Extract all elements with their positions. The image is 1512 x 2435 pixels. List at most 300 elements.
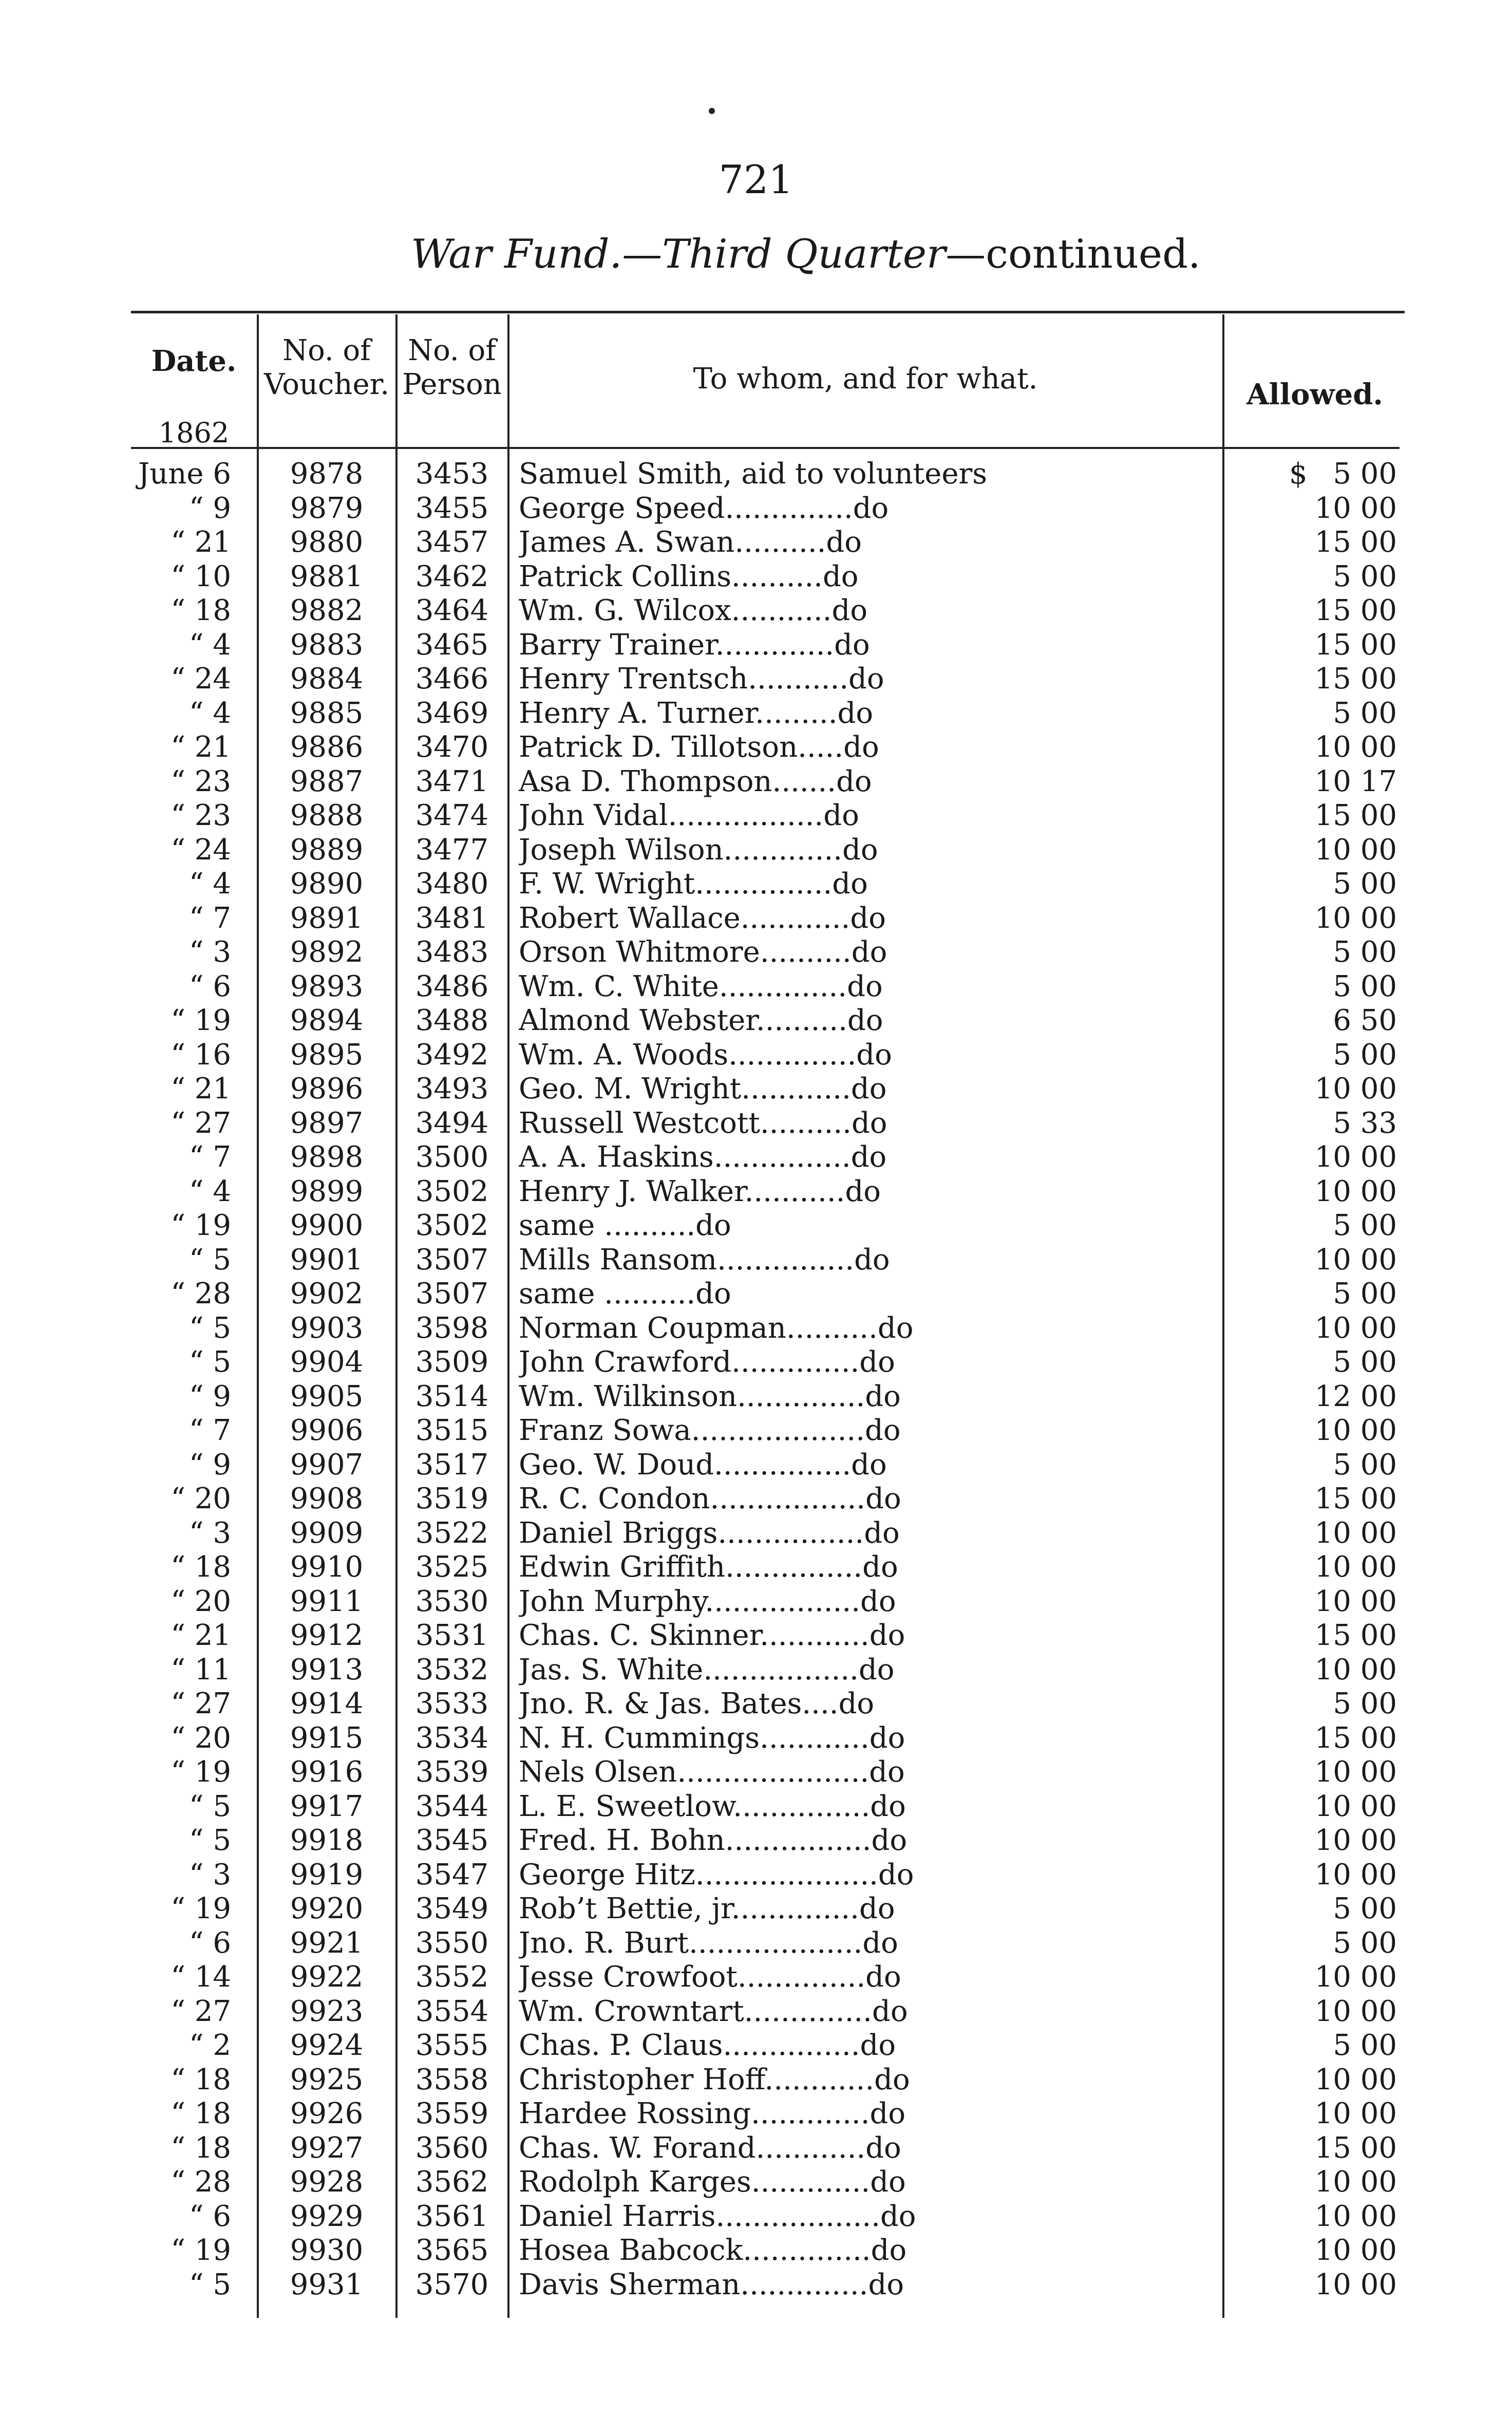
payee-description: Norman Coupman..........do — [519, 1311, 914, 1345]
voucher-number: 9888 — [290, 799, 364, 832]
allowed-amount: 15 00 — [1314, 526, 1397, 559]
voucher-number: 9878 — [290, 457, 364, 491]
payee-description: Geo. M. Wright............do — [519, 1072, 887, 1106]
entry-date: “ 7 — [188, 1140, 231, 1174]
voucher-number: 9908 — [290, 1482, 364, 1515]
table-row — [0, 935, 1512, 970]
entry-date: “ 18 — [171, 594, 231, 627]
table-row — [0, 2097, 1512, 2131]
person-number: 3481 — [415, 901, 489, 935]
entry-date: “ 10 — [171, 559, 231, 593]
person-number: 3565 — [415, 2234, 489, 2267]
voucher-number: 9917 — [290, 1789, 364, 1823]
person-number: 3545 — [415, 1824, 489, 1857]
payee-description: John Murphy.................do — [519, 1584, 896, 1618]
allowed-amount — [1227, 457, 1397, 491]
table-row — [0, 2063, 1512, 2097]
allowed-amount: 10 00 — [1314, 1858, 1397, 1891]
allowed-amount-value: 5 00 — [1333, 457, 1397, 491]
entry-date: “ 19 — [171, 1209, 231, 1242]
allowed-amount: 5 00 — [1333, 1038, 1397, 1072]
table-row — [0, 560, 1512, 594]
allowed-amount: 10 00 — [1314, 1311, 1397, 1345]
allowed-amount: 10 00 — [1314, 833, 1397, 867]
person-number: 3462 — [415, 559, 489, 593]
person-number: 3550 — [415, 1926, 489, 1960]
table-row — [0, 1004, 1512, 1038]
allowed-amount: 5 00 — [1333, 1687, 1397, 1720]
entry-date: “ 20 — [171, 1584, 231, 1618]
allowed-amount: 10 00 — [1314, 1414, 1397, 1447]
table-row — [0, 1277, 1512, 1312]
table-row — [0, 1175, 1512, 1209]
payee-description: Jno. R. Burt...................do — [519, 1926, 898, 1960]
allowed-amount: 10 00 — [1314, 2234, 1397, 2267]
table-row — [0, 1790, 1512, 1824]
person-number: 3486 — [415, 969, 489, 1003]
table-row — [0, 902, 1512, 936]
payee-description: Rodolph Karges.............do — [519, 2165, 906, 2199]
table-row — [0, 1038, 1512, 1073]
running-title-italic: War Fund.—Third Quarter — [411, 231, 946, 277]
allowed-amount: 10 00 — [1314, 1550, 1397, 1584]
person-number: 3539 — [415, 1755, 489, 1789]
table-row — [0, 1380, 1512, 1414]
table-row — [0, 799, 1512, 833]
voucher-number: 9892 — [290, 935, 364, 969]
entry-date: “ 27 — [171, 1106, 231, 1140]
voucher-number: 9882 — [290, 594, 364, 627]
table-row — [0, 1960, 1512, 1995]
payee-description: Daniel Briggs................do — [519, 1516, 900, 1550]
person-number: 3471 — [415, 764, 489, 798]
allowed-amount: 5 00 — [1333, 867, 1397, 901]
entry-date: “ 5 — [188, 1789, 231, 1823]
allowed-amount: 15 00 — [1314, 594, 1397, 627]
entry-date: “ 28 — [171, 2165, 231, 2199]
table-row — [0, 765, 1512, 799]
table-row — [0, 1107, 1512, 1141]
allowed-amount: 5 00 — [1333, 1345, 1397, 1379]
payee-description: F. W. Wright...............do — [519, 867, 868, 901]
entry-date: “ 20 — [171, 1482, 231, 1515]
entry-date: “ 19 — [171, 1755, 231, 1789]
payee-description: Davis Sherman..............do — [519, 2268, 904, 2301]
person-number: 3558 — [415, 2063, 489, 2096]
allowed-amount: 5 00 — [1333, 969, 1397, 1003]
entry-date: “ 4 — [188, 696, 231, 730]
table-row — [0, 1653, 1512, 1688]
allowed-amount: 10 00 — [1314, 2268, 1397, 2301]
payee-description: Hosea Babcock..............do — [519, 2234, 907, 2267]
allowed-amount: 15 00 — [1314, 2131, 1397, 2165]
allowed-amount: 10 00 — [1314, 1516, 1397, 1550]
person-number: 3530 — [415, 1584, 489, 1618]
table-row — [0, 1892, 1512, 1926]
entry-date: “ 9 — [188, 1379, 231, 1413]
allowed-amount: 10 00 — [1314, 1755, 1397, 1789]
table-row — [0, 1824, 1512, 1858]
table-row — [0, 1995, 1512, 2029]
person-number: 3562 — [415, 2165, 489, 2199]
payee-description: Joseph Wilson.............do — [519, 833, 878, 867]
person-number: 3502 — [415, 1174, 489, 1208]
voucher-number: 9914 — [290, 1687, 364, 1720]
ledger-rows — [0, 457, 1512, 2302]
person-number: 3474 — [415, 799, 489, 832]
entry-date: “ 19 — [171, 1004, 231, 1037]
person-number: 3507 — [415, 1243, 489, 1277]
voucher-number: 9930 — [290, 2234, 364, 2267]
voucher-number: 9883 — [290, 628, 364, 662]
person-number: 3534 — [415, 1721, 489, 1755]
header-person: No. of Person — [402, 334, 502, 401]
payee-description: A. A. Haskins...............do — [519, 1140, 887, 1174]
entry-date: “ 18 — [171, 2063, 231, 2096]
person-number: 3547 — [415, 1858, 489, 1891]
voucher-number: 9880 — [290, 526, 364, 559]
payee-description: Patrick D. Tillotson.....do — [519, 730, 879, 764]
payee-description: George Speed..............do — [519, 491, 889, 525]
person-number: 3480 — [415, 867, 489, 901]
payee-description: same ..........do — [519, 1209, 731, 1242]
allowed-amount: 10 00 — [1314, 1072, 1397, 1106]
person-number: 3488 — [415, 1004, 489, 1037]
payee-description: Geo. W. Doud...............do — [519, 1448, 887, 1482]
allowed-amount: 10 00 — [1314, 2165, 1397, 2199]
table-row — [0, 2029, 1512, 2063]
table-row — [0, 1550, 1512, 1585]
voucher-number: 9928 — [290, 2165, 364, 2199]
voucher-number: 9904 — [290, 1345, 364, 1379]
allowed-amount: 10 00 — [1314, 1960, 1397, 1994]
entry-date: “ 7 — [188, 901, 231, 935]
person-number: 3533 — [415, 1687, 489, 1720]
payee-description: Henry J. Walker...........do — [519, 1174, 881, 1208]
voucher-number: 9916 — [290, 1755, 364, 1789]
allowed-amount: 5 00 — [1333, 696, 1397, 730]
table-row — [0, 697, 1512, 731]
payee-description: Christopher Hoff............do — [519, 2063, 910, 2096]
voucher-number: 9910 — [290, 1550, 364, 1584]
voucher-number: 9886 — [290, 730, 364, 764]
allowed-amount: 12 00 — [1314, 1379, 1397, 1413]
payee-description: Barry Trainer.............do — [519, 628, 870, 662]
voucher-number: 9931 — [290, 2268, 364, 2301]
voucher-number: 9915 — [290, 1721, 364, 1755]
voucher-number: 9901 — [290, 1243, 364, 1277]
payee-description: N. H. Cummings............do — [519, 1721, 905, 1755]
allowed-amount: 10 00 — [1314, 491, 1397, 525]
header-to-whom: To whom, and for what. — [693, 362, 1038, 396]
entry-date: “ 3 — [188, 935, 231, 969]
payee-description: R. C. Condon.................do — [519, 1482, 901, 1515]
payee-description: Fred. H. Bohn................do — [519, 1824, 908, 1857]
voucher-number: 9924 — [290, 2029, 364, 2062]
entry-date: “ 6 — [188, 969, 231, 1003]
voucher-number: 9927 — [290, 2131, 364, 2165]
entry-date: “ 6 — [188, 2199, 231, 2233]
allowed-amount: 10 00 — [1314, 2199, 1397, 2233]
person-number: 3455 — [415, 491, 489, 525]
allowed-amount: 5 00 — [1333, 1892, 1397, 1925]
table-row — [0, 2200, 1512, 2234]
payee-description: Wm. G. Wilcox...........do — [519, 594, 868, 627]
allowed-amount: 10 00 — [1314, 1140, 1397, 1174]
person-number: 3500 — [415, 1140, 489, 1174]
allowed-amount: 15 00 — [1314, 1721, 1397, 1755]
voucher-number: 9920 — [290, 1892, 364, 1925]
table-row — [0, 970, 1512, 1004]
table-row — [0, 1209, 1512, 1243]
person-number: 3492 — [415, 1038, 489, 1072]
table-row — [0, 1345, 1512, 1380]
table-row — [0, 492, 1512, 526]
table-row — [0, 1858, 1512, 1893]
person-number: 3493 — [415, 1072, 489, 1106]
header-year: 1862 — [158, 417, 230, 449]
entry-date: “ 4 — [188, 1174, 231, 1208]
entry-date: “ 24 — [171, 833, 231, 867]
allowed-amount: 15 00 — [1314, 628, 1397, 662]
table-row — [0, 1687, 1512, 1721]
voucher-number: 9898 — [290, 1140, 364, 1174]
table-top-rule — [131, 311, 1405, 313]
entry-date: “ 28 — [171, 1277, 231, 1310]
voucher-number: 9907 — [290, 1448, 364, 1482]
payee-description: Wm. Wilkinson..............do — [519, 1379, 901, 1413]
header-bottom-rule — [131, 447, 1400, 449]
running-title — [411, 231, 1201, 277]
voucher-number: 9912 — [290, 1619, 364, 1652]
voucher-number: 9896 — [290, 1072, 364, 1106]
person-number: 3494 — [415, 1106, 489, 1140]
allowed-amount: 15 00 — [1314, 1482, 1397, 1515]
payee-description: Daniel Harris..................do — [519, 2199, 916, 2233]
payee-description: Jesse Crowfoot..............do — [519, 1960, 901, 1994]
payee-description: John Vidal.................do — [519, 799, 859, 832]
person-number: 3549 — [415, 1892, 489, 1925]
entry-date: “ 5 — [188, 1824, 231, 1857]
voucher-number: 9929 — [290, 2199, 364, 2233]
entry-date: “ 21 — [171, 1072, 231, 1106]
table-row — [0, 1482, 1512, 1516]
voucher-number: 9918 — [290, 1824, 364, 1857]
payee-description: Samuel Smith, aid to volunteers — [519, 457, 987, 491]
voucher-number: 9903 — [290, 1311, 364, 1345]
table-row — [0, 1585, 1512, 1619]
entry-date: “ 11 — [171, 1653, 231, 1687]
person-number: 3598 — [415, 1311, 489, 1345]
table-row — [0, 2268, 1512, 2302]
payee-description: Russell Westcott..........do — [519, 1106, 887, 1140]
allowed-amount: 5 00 — [1333, 935, 1397, 969]
payee-description: Henry Trentsch...........do — [519, 662, 884, 696]
payee-description: Nels Olsen.....................do — [519, 1755, 905, 1789]
payee-description: Wm. A. Woods..............do — [519, 1038, 892, 1072]
person-number: 3469 — [415, 696, 489, 730]
person-number: 3466 — [415, 662, 489, 696]
person-number: 3453 — [415, 457, 489, 491]
payee-description: Franz Sowa...................do — [519, 1414, 901, 1447]
allowed-amount: 5 00 — [1333, 1926, 1397, 1960]
table-row — [0, 1312, 1512, 1346]
table-row — [0, 1448, 1512, 1483]
payee-description: L. E. Sweetlow...............do — [519, 1789, 906, 1823]
header-voucher: No. of Voucher. — [263, 334, 390, 401]
payee-description: Robert Wallace............do — [519, 901, 886, 935]
payee-description: Wm. Crowntart..............do — [519, 1994, 908, 2028]
person-number: 3517 — [415, 1448, 489, 1482]
entry-date: “ 23 — [171, 799, 231, 832]
person-number: 3514 — [415, 1379, 489, 1413]
allowed-amount: 5 00 — [1333, 1448, 1397, 1482]
voucher-number: 9899 — [290, 1174, 364, 1208]
payee-description: Jno. R. & Jas. Bates....do — [519, 1687, 875, 1720]
voucher-number: 9900 — [290, 1209, 364, 1242]
person-number: 3515 — [415, 1414, 489, 1447]
payee-description: Asa D. Thompson.......do — [519, 764, 872, 798]
voucher-number: 9905 — [290, 1379, 364, 1413]
allowed-amount: 10 00 — [1314, 1584, 1397, 1618]
person-number: 3483 — [415, 935, 489, 969]
allowed-amount: 10 00 — [1314, 1174, 1397, 1208]
allowed-amount: 15 00 — [1314, 662, 1397, 696]
entry-date: “ 20 — [171, 1721, 231, 1755]
header-allowed: Allowed. — [1246, 378, 1383, 411]
table-row — [0, 457, 1512, 492]
voucher-number: 9893 — [290, 969, 364, 1003]
table-row — [0, 1516, 1512, 1551]
allowed-amount: 5 00 — [1333, 2029, 1397, 2062]
voucher-number: 9897 — [290, 1106, 364, 1140]
allowed-amount: 10 00 — [1314, 2097, 1397, 2130]
entry-date: “ 27 — [171, 1687, 231, 1720]
voucher-number: 9894 — [290, 1004, 364, 1037]
table-row — [0, 1755, 1512, 1790]
voucher-number: 9881 — [290, 559, 364, 593]
allowed-amount: 15 00 — [1314, 799, 1397, 832]
person-number: 3555 — [415, 2029, 489, 2062]
entry-date: “ 24 — [171, 662, 231, 696]
table-row — [0, 1414, 1512, 1448]
allowed-amount: 10 00 — [1314, 1824, 1397, 1857]
entry-date: “ 21 — [171, 730, 231, 764]
entry-date: “ 18 — [171, 2097, 231, 2130]
allowed-amount: 6 50 — [1333, 1004, 1397, 1037]
entry-date: “ 3 — [188, 1516, 231, 1550]
person-number: 3457 — [415, 526, 489, 559]
voucher-number: 9911 — [290, 1584, 364, 1618]
person-number: 3465 — [415, 628, 489, 662]
header-date: Date. — [151, 344, 237, 378]
voucher-number: 9923 — [290, 1994, 364, 2028]
table-row — [0, 2131, 1512, 2166]
allowed-amount: 10 00 — [1314, 901, 1397, 935]
table-row — [0, 2234, 1512, 2268]
person-number: 3522 — [415, 1516, 489, 1550]
payee-description: Wm. C. White..............do — [519, 969, 883, 1003]
entry-date: “ 14 — [171, 1960, 231, 1994]
person-number: 3552 — [415, 1960, 489, 1994]
person-number: 3477 — [415, 833, 489, 867]
table-row — [0, 594, 1512, 628]
entry-date: “ 6 — [188, 1926, 231, 1960]
table-row — [0, 833, 1512, 868]
payee-description: Orson Whitmore..........do — [519, 935, 887, 969]
page-number: 721 — [719, 157, 793, 202]
person-number: 3561 — [415, 2199, 489, 2233]
table-row — [0, 867, 1512, 902]
voucher-number: 9887 — [290, 764, 364, 798]
person-number: 3525 — [415, 1550, 489, 1584]
person-number: 3560 — [415, 2131, 489, 2165]
table-row — [0, 526, 1512, 560]
voucher-number: 9921 — [290, 1926, 364, 1960]
payee-description: Chas. C. Skinner............do — [519, 1619, 905, 1652]
allowed-amount: 10 00 — [1314, 1994, 1397, 2028]
voucher-number: 9891 — [290, 901, 364, 935]
allowed-amount: 10 00 — [1314, 2063, 1397, 2096]
table-row — [0, 1721, 1512, 1756]
person-number: 3519 — [415, 1482, 489, 1515]
voucher-number: 9913 — [290, 1653, 364, 1687]
voucher-number: 9879 — [290, 491, 364, 525]
currency-symbol: $ — [1289, 457, 1308, 491]
entry-date: “ 23 — [171, 764, 231, 798]
allowed-amount: 5 00 — [1333, 1209, 1397, 1242]
voucher-number: 9885 — [290, 696, 364, 730]
entry-date: “ 21 — [171, 526, 231, 559]
entry-date: “ 16 — [171, 1038, 231, 1072]
person-number: 3554 — [415, 1994, 489, 2028]
voucher-number: 9906 — [290, 1414, 364, 1447]
voucher-number: 9902 — [290, 1277, 364, 1310]
voucher-number: 9922 — [290, 1960, 364, 1994]
entry-date: “ 9 — [188, 1448, 231, 1482]
entry-date: “ 7 — [188, 1414, 231, 1447]
entry-date: “ 5 — [188, 1345, 231, 1379]
allowed-amount: 10 00 — [1314, 1653, 1397, 1687]
payee-description: Mills Ransom...............do — [519, 1243, 890, 1277]
entry-date: “ 5 — [188, 1243, 231, 1277]
allowed-amount: 10 17 — [1314, 764, 1397, 798]
voucher-number: 9889 — [290, 833, 364, 867]
payee-description: Jas. S. White.................do — [519, 1653, 895, 1687]
entry-date: “ 19 — [171, 2234, 231, 2267]
table-row — [0, 662, 1512, 697]
payee-description: George Hitz....................do — [519, 1858, 914, 1891]
person-number: 3509 — [415, 1345, 489, 1379]
entry-date: “ 5 — [188, 1311, 231, 1345]
allowed-amount: 15 00 — [1314, 1619, 1397, 1652]
voucher-number: 9919 — [290, 1858, 364, 1891]
allowed-amount: 5 00 — [1333, 1277, 1397, 1310]
payee-description: same ..........do — [519, 1277, 731, 1310]
allowed-amount: 5 00 — [1333, 559, 1397, 593]
table-row — [0, 1072, 1512, 1107]
entry-date: “ 18 — [171, 2131, 231, 2165]
payee-description: James A. Swan..........do — [519, 526, 862, 559]
entry-date: “ 4 — [188, 628, 231, 662]
entry-date: “ 3 — [188, 1858, 231, 1891]
table-row — [0, 628, 1512, 663]
running-title-continued: —continued. — [946, 231, 1201, 277]
payee-description: Patrick Collins..........do — [519, 559, 859, 593]
payee-description: Henry A. Turner.........do — [519, 696, 874, 730]
person-number: 3531 — [415, 1619, 489, 1652]
entry-date: “ 18 — [171, 1550, 231, 1584]
